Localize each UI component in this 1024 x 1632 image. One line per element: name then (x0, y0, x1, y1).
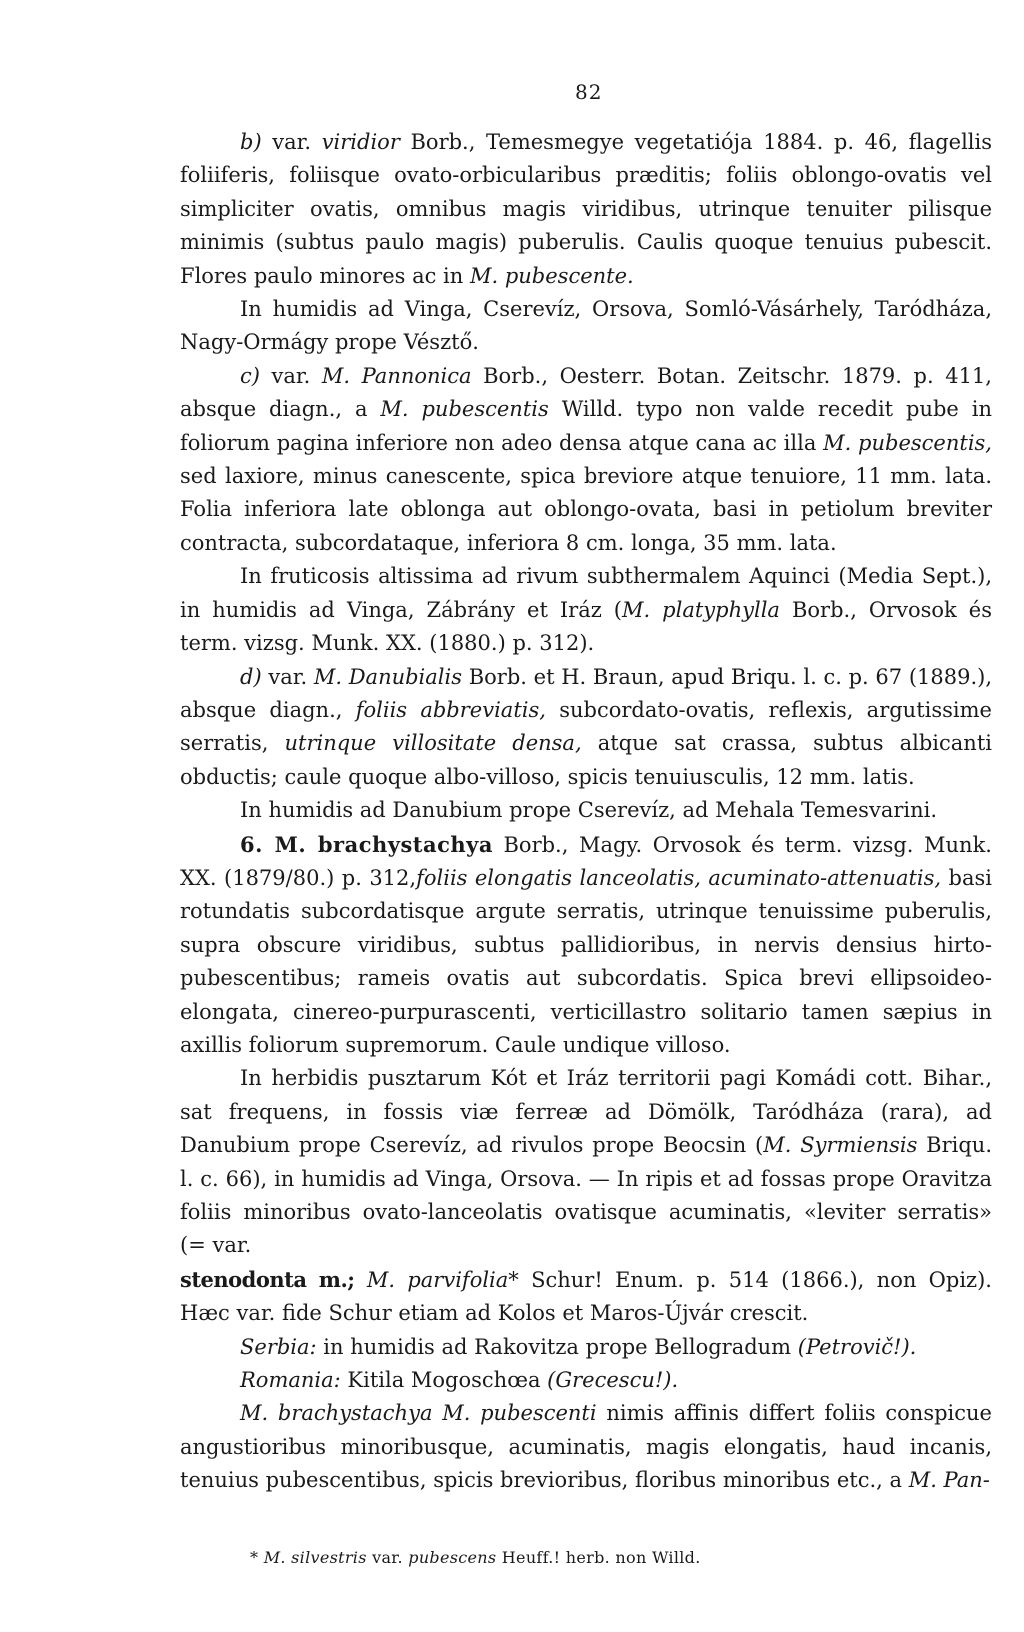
collector-name: (Petrovič!). (797, 1334, 917, 1359)
text-run: var. (272, 130, 312, 154)
main-text (180, 126, 992, 1498)
species-name: M. Pan- (908, 1468, 990, 1493)
text-run: basi rotundatis subcordatisque argute serratis, utrinque tenuissime puberulis, supra obscure viridibus, subtus pallidioribus, in nervis densius hirto-pubescentibus; rameis ovatis aut subcordatis. Spica brevi ellipsoideo-elongata, cinereo-purpurascenti, verticillastro solitario tamen sæpius in axillis foliorum supremorum. Caule undique villoso. (180, 865, 992, 1057)
text-run: in humidis ad Rakovitza prope Bellogradum (323, 1334, 792, 1359)
paragraph-romania (180, 1364, 992, 1397)
collector-name: (Grecescu!). (547, 1368, 679, 1393)
country-name: Romania: (240, 1368, 341, 1393)
variety-name: pubescens (408, 1548, 497, 1567)
paragraph-habitat (180, 560, 992, 660)
paragraph-var-viridior (180, 126, 992, 293)
species-name: M. brachystachya M. pubescenti (240, 1401, 597, 1426)
text-run: Heuff.! herb. non Willd. (501, 1548, 701, 1567)
text-run: sed laxiore, minus canescente, spica breviore atque tenuiore, 11 mm. lata. Folia inferiora late oblonga aut oblongo-ovata, basi in petiolum breviter contracta, subcordataque, inferiora 8 cm. longa, 35 mm. lata. (180, 464, 992, 555)
text-run: subcordato-ovatis, reflexis, argutissime serratis, (180, 697, 992, 756)
variety-name: viridior (321, 130, 400, 154)
text-run: atque sat crassa, subtus albicanti obductis; caule quoque albo-villoso, spicis tenuiusculis, 12 mm. latis. (180, 731, 992, 789)
text-run: var. (268, 664, 308, 689)
paragraph-var-danubialis (180, 661, 992, 795)
text-run: In fruticosis altissima ad rivum subthermalem Aquinci (Media Sept.), in humidis ad Vinga, Zábrány et Iráz ( (180, 564, 992, 622)
text-run: var. (271, 363, 311, 388)
text-run: Borb., Magy. Orvosok és term. vizsg. Munk. XX. (1879/80.) p. 312, (180, 832, 992, 890)
paragraph-habitat (180, 1062, 992, 1330)
species-name: M. pubescentis, (823, 430, 992, 455)
species-heading: 6. M. brachystachya (240, 831, 493, 857)
variety-name: M. Danubialis (313, 664, 463, 689)
variety-name: M. Pannonica (321, 363, 472, 388)
paragraph-var-pannonica (180, 360, 992, 560)
paragraph-species-6 (180, 828, 992, 1063)
variety-letter-b: b) (240, 130, 262, 154)
footnote (250, 1548, 701, 1567)
text-run: Schur! Enum. p. 514 (1866.), non Opiz). Hæc var. fide Schur etiam ad Kolos et Maros-Újvár crescit. (180, 1267, 992, 1326)
text-run: Briqu. l. c. 66), in humidis ad Vinga, Orsova. — In ripis et ad fossas prope Oravitza foliis minoribus ovato-lanceolatis ovatisque acuminatis, «leviter serratis» (= var. (180, 1133, 993, 1258)
species-name: M. pubescentis (380, 397, 549, 422)
text-run: Borb. et H. Braun, apud Briqu. l. c. p. 67 (1889.), absque diagn., (180, 664, 993, 722)
country-name: Serbia: (240, 1334, 317, 1359)
footnote-marker: * (250, 1548, 259, 1567)
text-run: Willd. typo non valde recedit pube in foliorum pagina inferiore non adeo densa atque cana ac illa (180, 397, 993, 455)
text-run: In herbidis pusztarum Kót et Iráz territorii pagi Komádi cott. Bihar., sat frequens, in fossis viæ ferreæ ad Dömölk, Taródháza (rara), ad Danubium prope Cserevíz, ad rivulos prope Beocsin ( (180, 1066, 992, 1158)
paragraph-comparison (180, 1397, 992, 1497)
text-run: m.; (318, 1266, 355, 1292)
species-name: M. parvifolia* (366, 1267, 519, 1292)
species-name: M. Syrmiensis (763, 1133, 918, 1158)
text-run: var. (372, 1548, 403, 1567)
variety-name: stenodonta (180, 1266, 307, 1292)
emphasis: foliis elongatis lanceolatis, acuminato-attenuatis, (416, 865, 942, 890)
paragraph-serbia (180, 1331, 992, 1364)
page-number: 82 (575, 80, 603, 104)
variety-letter-d: d) (240, 664, 262, 689)
text-run: nimis affinis differt foliis conspicue angustioribus minoribusque, acuminatis, magis elongatis, haud incanis, tenuius pubescentibus, spicis brevioribus, floribus minoribus etc., a (180, 1401, 992, 1493)
text-run: Kitila Mogoschœa (347, 1368, 541, 1393)
text-run: Borb., Orvosok és term. vizsg. Munk. XX. (1880.) p. 312). (180, 597, 992, 656)
paragraph-habitat: In humidis ad Danubium prope Cserevíz, ad Mehala Temesvarini. (240, 798, 938, 823)
emphasis: foliis abbreviatis, (355, 697, 546, 722)
text-run: Borb., Temesmegye vegetatiója 1884. p. 46, flagellis foliiferis, foliisque ovato-orbicularibus præditis; foliis oblongo-ovatis vel simpliciter ovatis, omnibus magis viridibus, utrinque tenuiter pilisque minimis (subtus paulo magis) puberulis. Caulis quoque tenuius pubescit. Flores paulo minores ac in (180, 130, 992, 288)
species-name: M. platyphylla (622, 597, 780, 622)
emphasis: utrinque villositate densa, (284, 731, 582, 756)
species-name: M. pubescente. (469, 263, 634, 288)
paragraph-habitat: In humidis ad Vinga, Cserevíz, Orsova, Somló-Vásárhely, Taródháza, Nagy-Ormágy prope Vésztő. (180, 297, 992, 355)
text-run: Borb., Oesterr. Botan. Zeitschr. 1879. p. 411, absque diagn., a (180, 363, 992, 422)
variety-letter-c: c) (240, 363, 260, 388)
species-name: M. silvestris (263, 1548, 367, 1567)
